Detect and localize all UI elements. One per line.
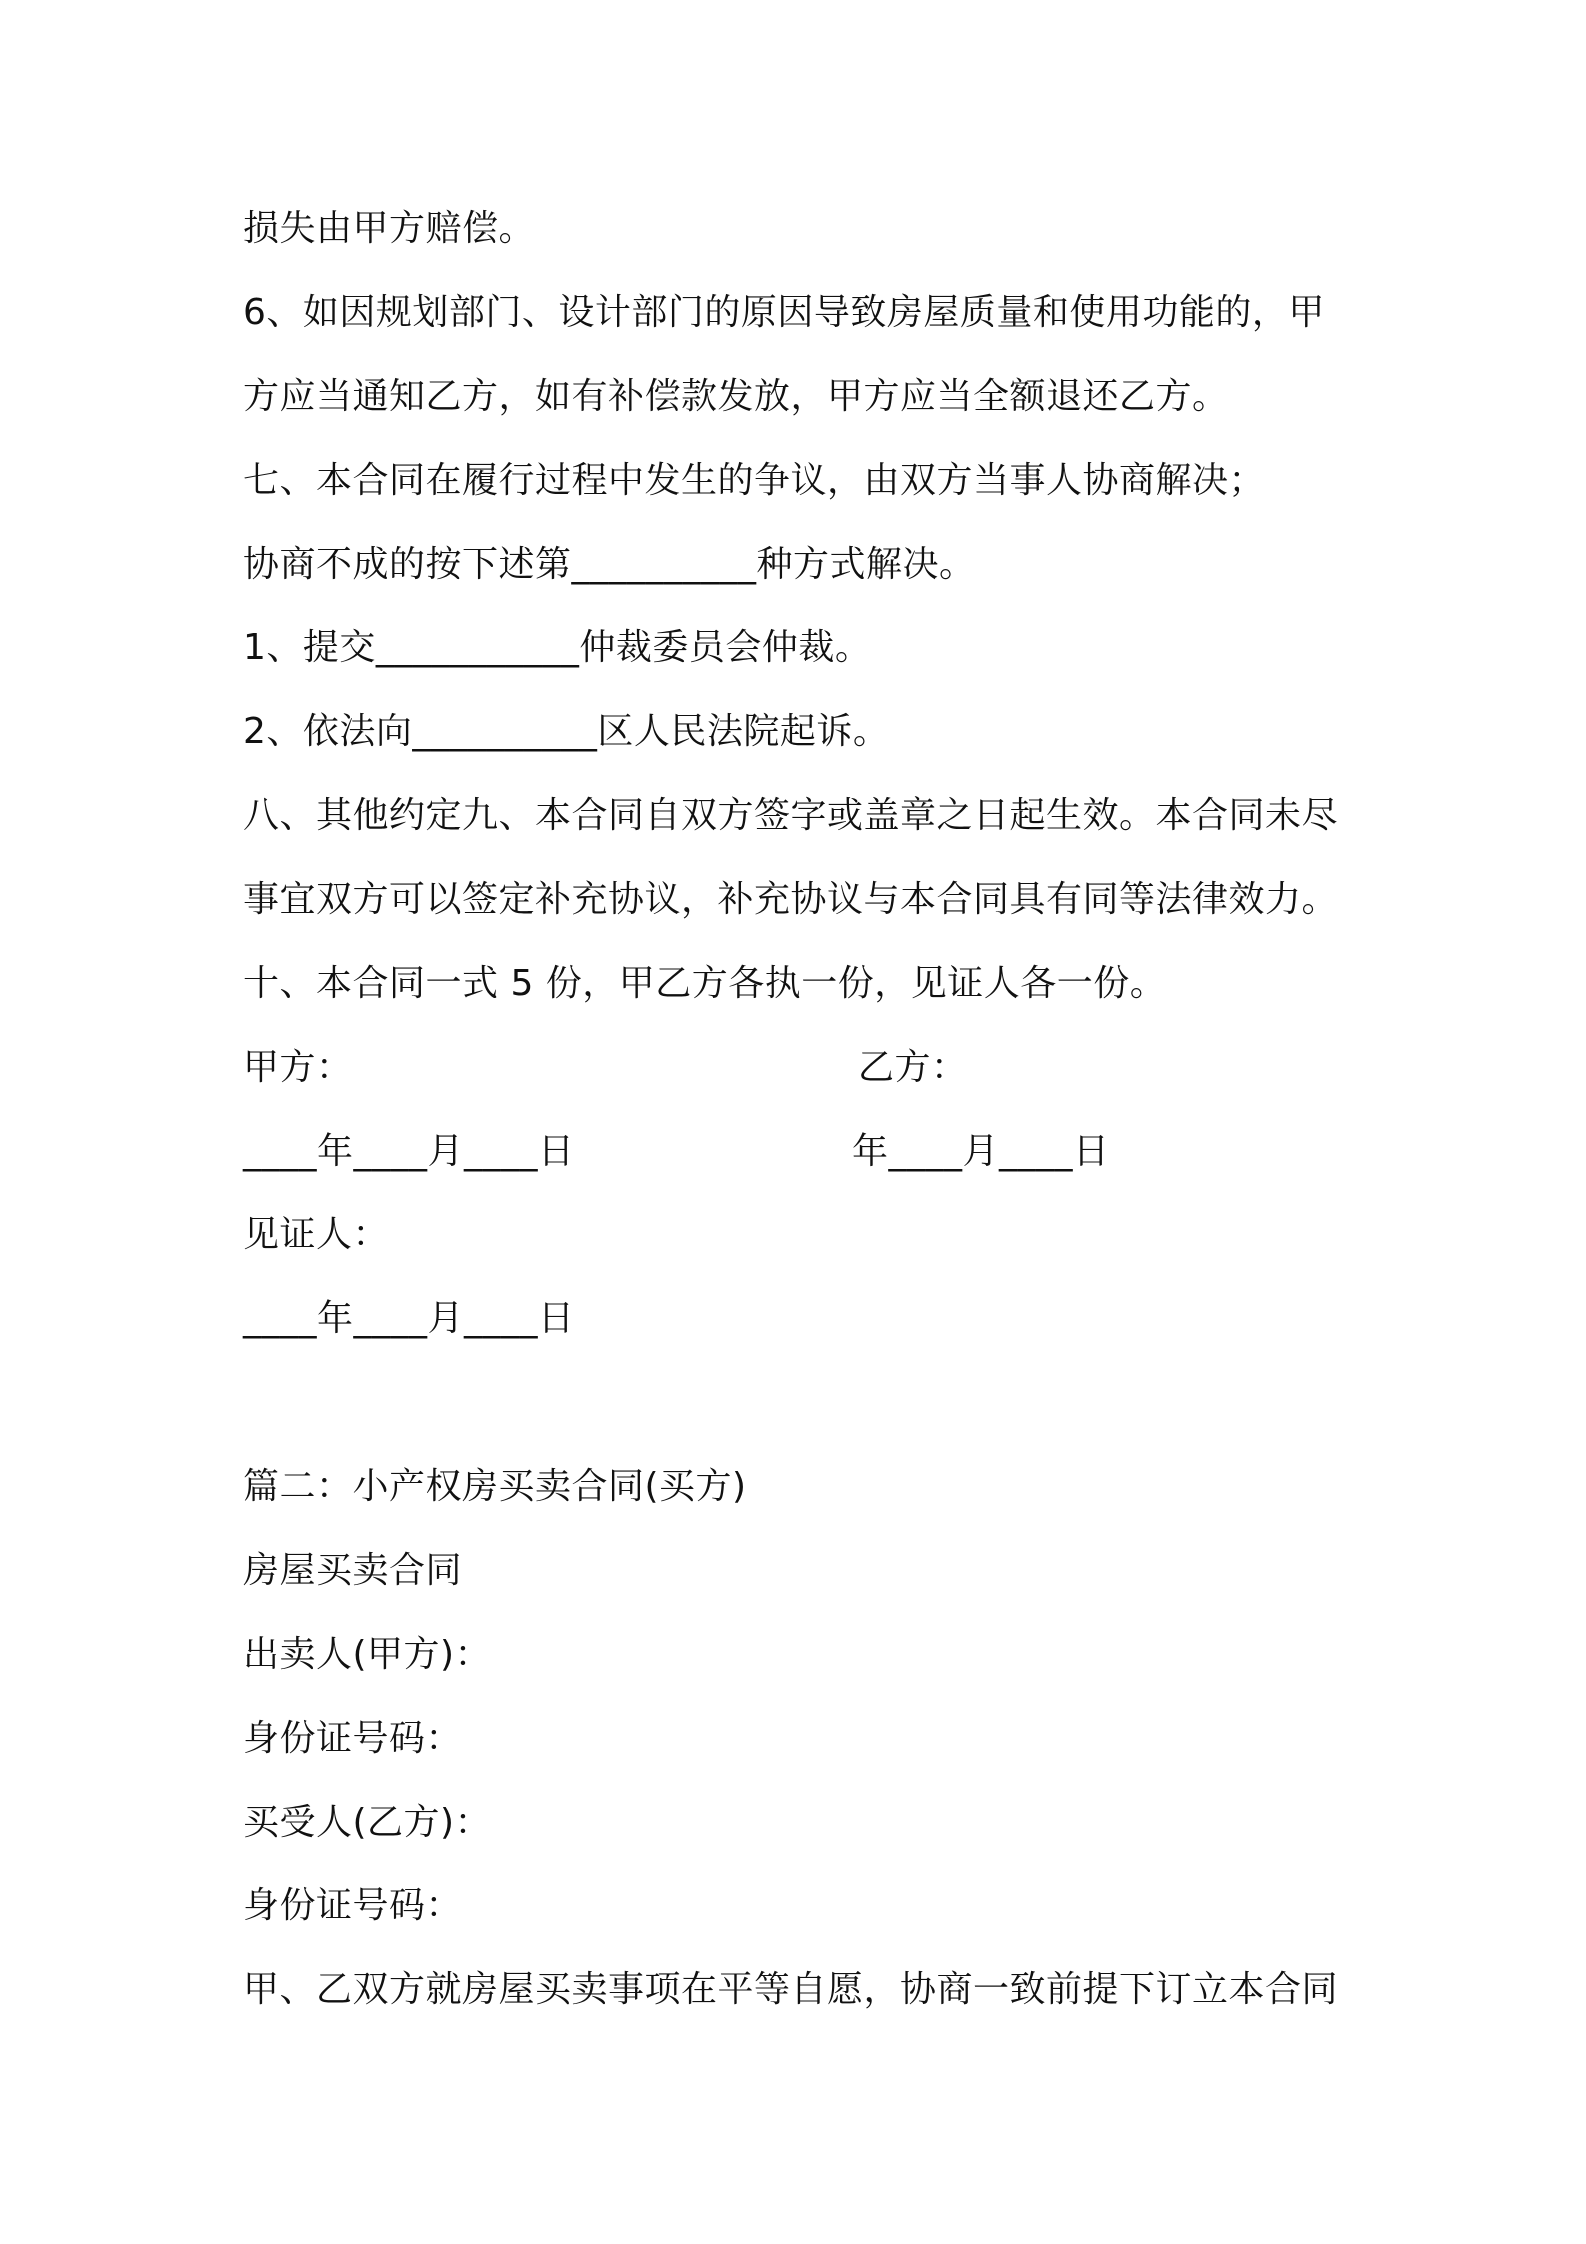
text-line-8: 八、其他约定九、本合同自双方签字或盖章之日起生效。本合同未尽 bbox=[243, 795, 1339, 836]
text-line-3: 方应当通知乙方，如有补偿款发放，甲方应当全额退还乙方。 bbox=[243, 376, 1229, 417]
buyer-label: 买受人(乙方)： bbox=[243, 1802, 492, 1843]
party-a-date: ____年____月____日 bbox=[243, 1131, 575, 1172]
witness-label: 见证人： bbox=[243, 1214, 390, 1255]
party-a-label: 甲方： bbox=[243, 1047, 353, 1088]
text-line-4: 七、本合同在履行过程中发生的争议，由双方当事人协商解决； bbox=[243, 460, 1266, 501]
seller-label: 出卖人(甲方)： bbox=[243, 1634, 492, 1675]
text-line-6: 1、提交___________仲裁委员会仲裁。 bbox=[243, 627, 872, 668]
text-line-9: 事宜双方可以签定补充协议，补充协议与本合同具有同等法律效力。 bbox=[243, 879, 1339, 920]
seller-id-label: 身份证号码： bbox=[243, 1718, 463, 1759]
buyer-id-label: 身份证号码： bbox=[243, 1885, 463, 1926]
party-b-date: 年____月____日 bbox=[852, 1131, 1110, 1172]
text-line-7: 2、依法向__________区人民法院起诉。 bbox=[243, 711, 890, 752]
text-line-2: 6、如因规划部门、设计部门的原因导致房屋质量和使用功能的，甲 bbox=[243, 292, 1325, 333]
section-heading: 篇二：小产权房买卖合同(买方) bbox=[243, 1466, 747, 1507]
text-line-10: 十、本合同一式 5 份，甲乙方各执一份，见证人各一份。 bbox=[243, 963, 1167, 1004]
text-line-1: 损失由甲方赔偿。 bbox=[243, 208, 536, 249]
contract-intro: 甲、乙双方就房屋买卖事项在平等自愿，协商一致前提下订立本合同 bbox=[243, 1969, 1339, 2010]
contract-title: 房屋买卖合同 bbox=[243, 1550, 463, 1591]
party-b-label: 乙方： bbox=[858, 1047, 968, 1088]
text-line-5: 协商不成的按下述第__________种方式解决。 bbox=[243, 544, 976, 585]
witness-date: ____年____月____日 bbox=[243, 1298, 575, 1339]
